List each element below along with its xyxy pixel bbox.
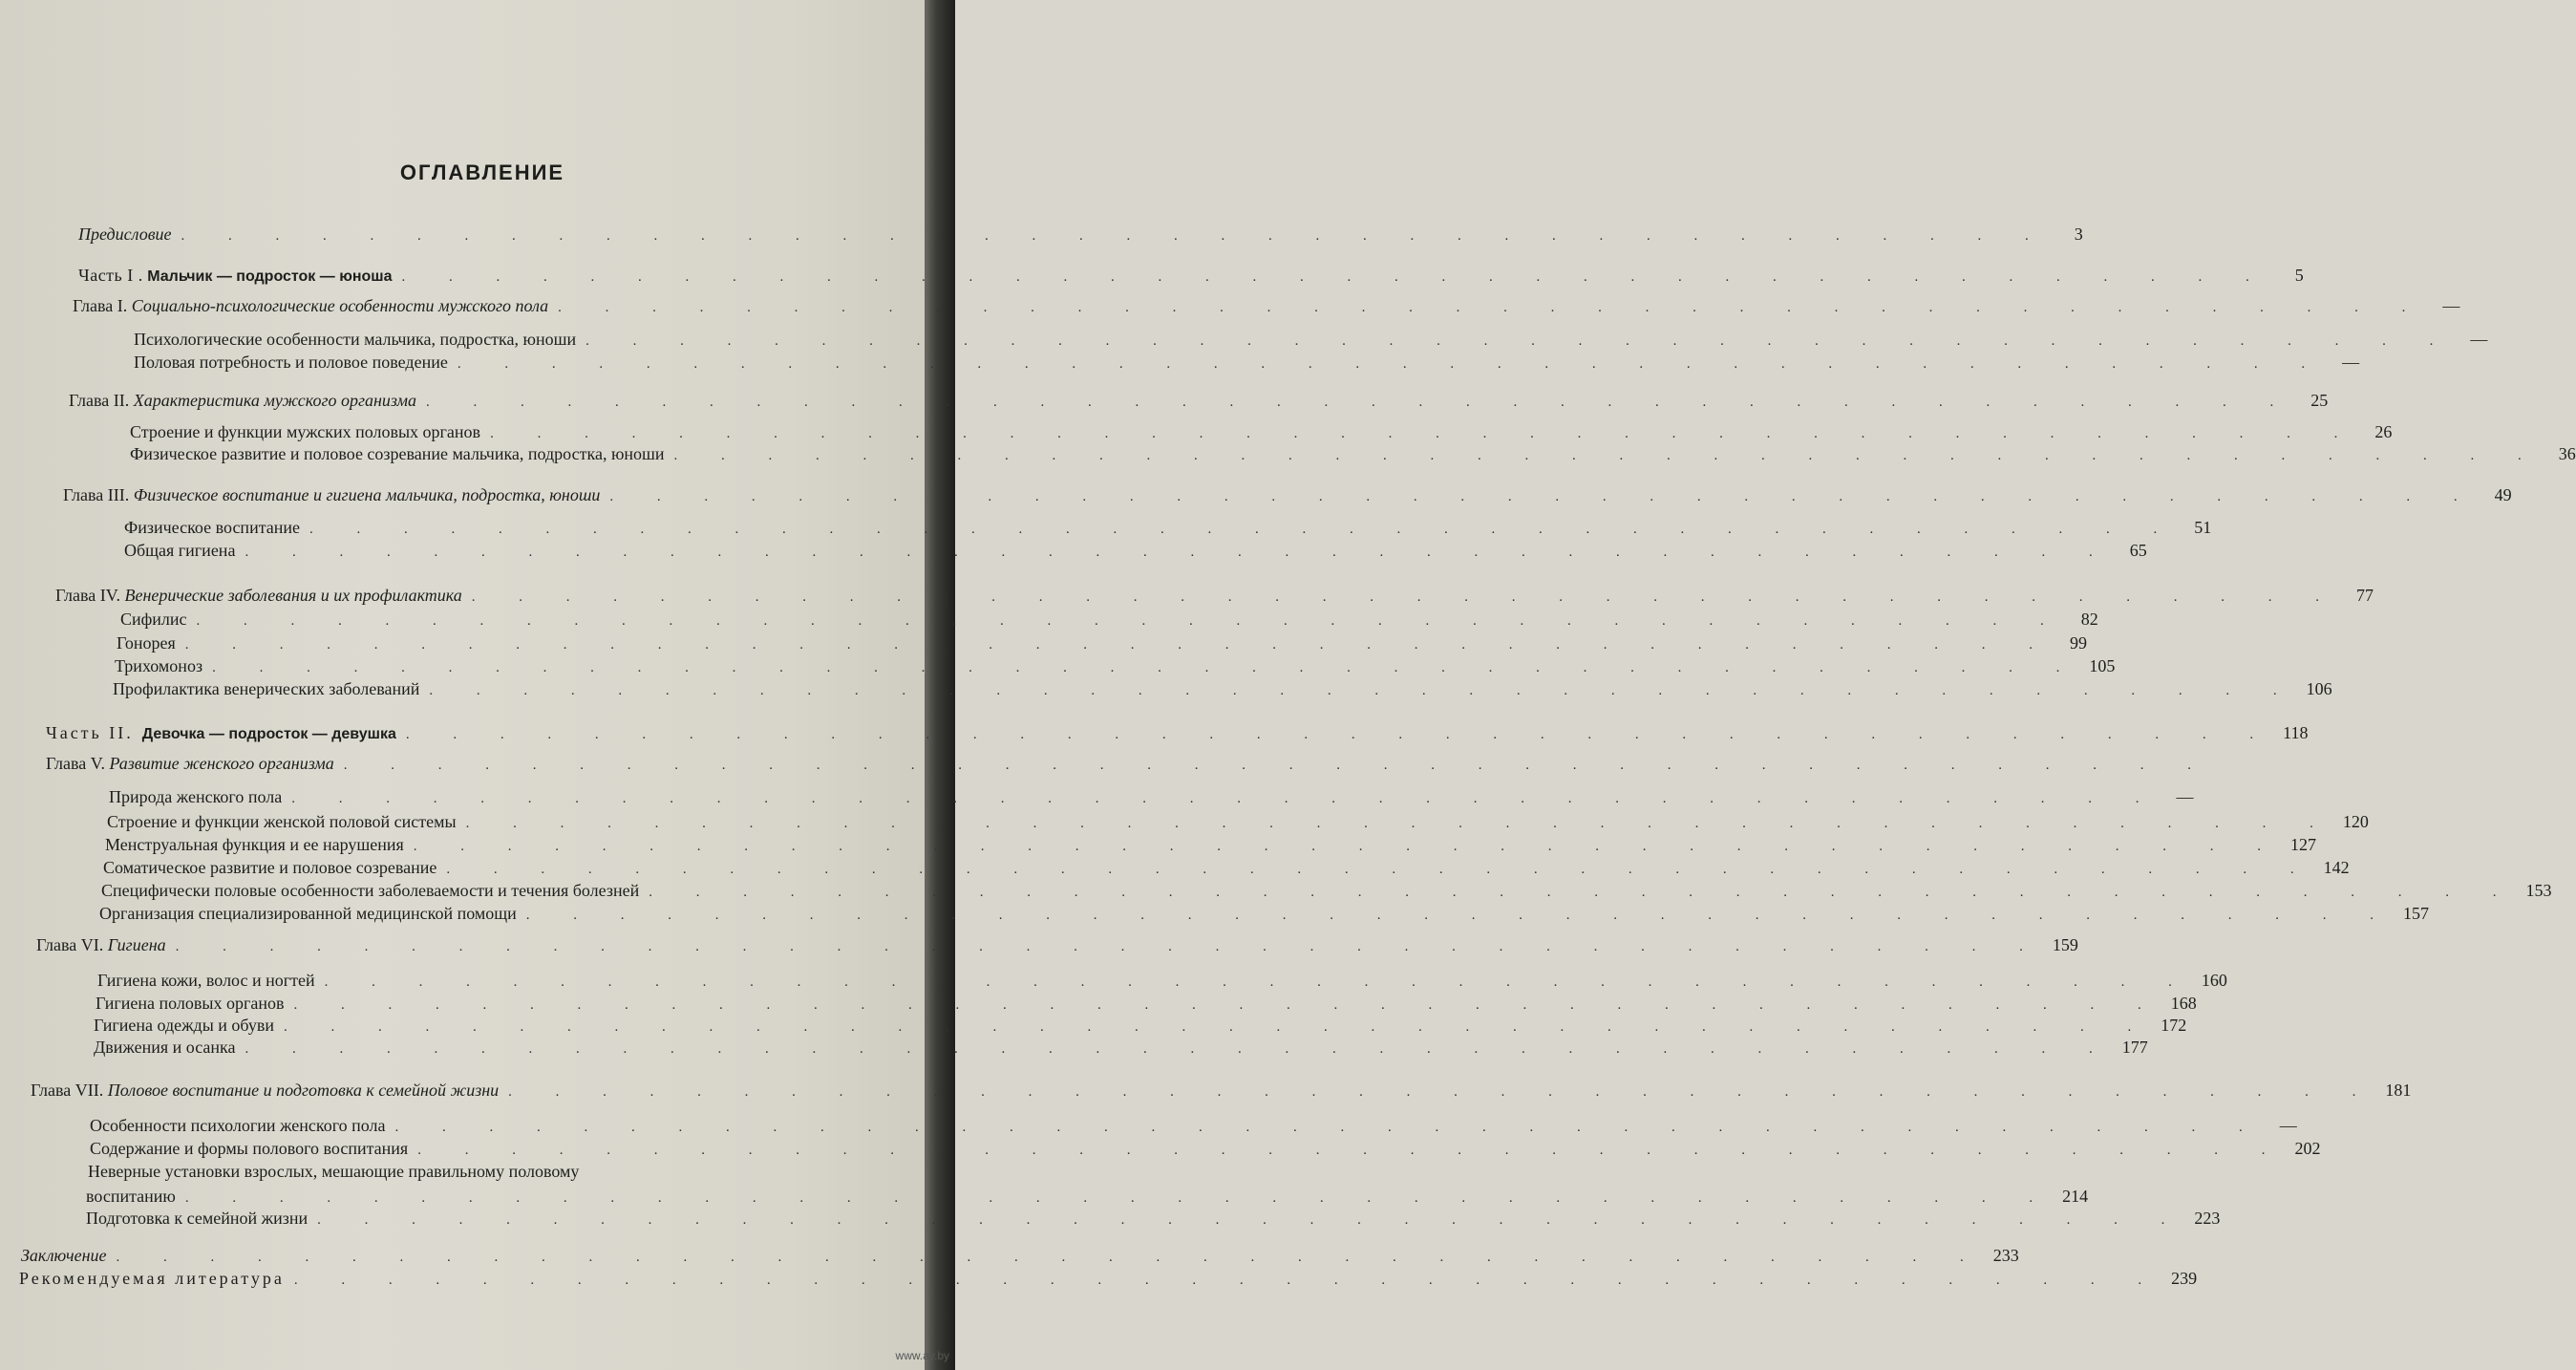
toc-entry-section: Психологические особенности мальчика, подростка, юноши . . . . . . . . . . . . . . . . . . . . . . . . . . . . . . . . . . . . . . . . — xyxy=(134,330,2488,349)
toc-entry-chapter-2: Глава II. Характеристика мужского организма . . . . . . . . . . . . . . . . . . . . . . . . . . . . . . . . . . . . . . . . 25 xyxy=(69,391,2329,410)
toc-entry-section: Природа женского пола . . . . . . . . . . . . . . . . . . . . . . . . . . . . . . . . . . . . . . . . — xyxy=(109,787,2194,806)
toc-entry-section: Организация специализированной медицинской помощи . . . . . . . . . . . . . . . . . . . . . . . . . . . . . . . . . . . . . . . . 157 xyxy=(99,904,2430,923)
toc-entry-section: Движения и осанка . . . . . . . . . . . . . . . . . . . . . . . . . . . . . . . . . . . . . . . . 177 xyxy=(94,1038,2148,1057)
toc-entry-section: Физическое воспитание . . . . . . . . . . . . . . . . . . . . . . . . . . . . . . . . . . . . . . . . 51 xyxy=(124,518,2212,537)
toc-entry-chapter-7: Глава VII. Половое воспитание и подготовка к семейной жизни . . . . . . . . . . . . . . . . . . . . . . . . . . . . . . . . . . . . . . . . 181 xyxy=(31,1081,2412,1100)
toc-entry-part-2: Часть II. Девочка — подросток — девушка . . . . . . . . . . . . . . . . . . . . . . . . . . . . . . . . . . . . . . . . 118 xyxy=(46,723,2309,742)
toc-entry-section: Общая гигиена . . . . . . . . . . . . . . . . . . . . . . . . . . . . . . . . . . . . . . . . 65 xyxy=(124,541,2147,560)
toc-entry-chapter-6: Глава VI. Гигиена . . . . . . . . . . . . . . . . . . . . . . . . . . . . . . . . . . . . . . . . 159 xyxy=(36,935,2078,954)
toc-entry-section: Трихомоноз . . . . . . . . . . . . . . . . . . . . . . . . . . . . . . . . . . . . . . . . 105 xyxy=(115,656,2116,675)
toc-entry-section: Содержание и формы полового воспитания . . . . . . . . . . . . . . . . . . . . . . . . . . . . . . . . . . . . . . . . 202 xyxy=(90,1139,2321,1158)
toc-entry-section: Особенности психологии женского пола . . . . . . . . . . . . . . . . . . . . . . . . . . . . . . . . . . . . . . . . — xyxy=(90,1116,2297,1135)
toc-entry-part-1: Часть I . Мальчик — подросток — юноша . . . . . . . . . . . . . . . . . . . . . . . . . . . . . . . . . . . . . . . . 5 xyxy=(78,266,2304,285)
toc-entry-section: Строение и функции мужских половых органов . . . . . . . . . . . . . . . . . . . . . . . . . . . . . . . . . . . . . . . . 26 xyxy=(130,422,2393,441)
toc-entry-section-line2: воспитанию . . . . . . . . . . . . . . . . . . . . . . . . . . . . . . . . . . . . . . . . 214 xyxy=(86,1187,2089,1206)
toc-entry-section: Физическое развитие и половое созревание мальчика, подростка, юноши . . . . . . . . . . . . . . . . . . . . . . . . . . . . . . . . . . . . . . . . 36 xyxy=(130,444,2576,463)
page-title: ОГЛАВЛЕНИЕ xyxy=(399,161,565,184)
toc-entry-section-line1: Неверные установки взрослых, мешающие правильному половому xyxy=(88,1162,580,1181)
toc-entry-section: Профилактика венерических заболеваний . . . . . . . . . . . . . . . . . . . . . . . . . . . . . . . . . . . . . . . . 106 xyxy=(113,679,2332,698)
toc-entry-literature: Рекомендуемая литература . . . . . . . . . . . . . . . . . . . . . . . . . . . . . . . . . . . . . . . . 239 xyxy=(19,1269,2198,1288)
toc-entry-preface: Предисловие . . . . . . . . . . . . . . . . . . . . . . . . . . . . . . . . . . . . . . . . 3 xyxy=(78,225,2083,244)
toc-entry-chapter-1: Глава I. Социально-психологические особенности мужского пола . . . . . . . . . . . . . . . . . . . . . . . . . . . . . . . . . . . . . . . . — xyxy=(73,296,2460,315)
watermark: www.ay.by xyxy=(895,1349,949,1362)
toc-entry-conclusion: Заключение . . . . . . . . . . . . . . . . . . . . . . . . . . . . . . . . . . . . . . . . 233 xyxy=(21,1246,2019,1265)
toc-entry-section: Гигиена половых органов . . . . . . . . . . . . . . . . . . . . . . . . . . . . . . . . . . . . . . . . 168 xyxy=(96,994,2197,1013)
toc-entry-section: Сифилис . . . . . . . . . . . . . . . . . . . . . . . . . . . . . . . . . . . . . . . . 82 xyxy=(120,610,2098,629)
toc-entry-chapter-4: Глава IV. Венерические заболевания и их профилактика . . . . . . . . . . . . . . . . . . . . . . . . . . . . . . . . . . . . . . . . 77 xyxy=(55,586,2374,605)
toc-entry-section: Гигиена одежды и обуви . . . . . . . . . . . . . . . . . . . . . . . . . . . . . . . . . . . . . . . . 172 xyxy=(94,1016,2187,1035)
toc-entry-section: Менструальная функция и ее нарушения . . . . . . . . . . . . . . . . . . . . . . . . . . . . . . . . . . . . . . . . 127 xyxy=(105,835,2317,854)
toc-entry-section: Специфически половые особенности заболеваемости и течения болезней . . . . . . . . . . . . . . . . . . . . . . . . . . . . . . . . . . . . . . . . 153 xyxy=(101,881,2552,900)
toc-entry-section: Строение и функции женской половой системы . . . . . . . . . . . . . . . . . . . . . . . . . . . . . . . . . . . . . . . . 120 xyxy=(107,812,2369,831)
toc-entry-section: Соматическое развитие и половое созревание . . . . . . . . . . . . . . . . . . . . . . . . . . . . . . . . . . . . . . . . 142 xyxy=(103,858,2350,877)
toc-entry-section: Гонорея . . . . . . . . . . . . . . . . . . . . . . . . . . . . . . . . . . . . . . . . 99 xyxy=(117,633,2087,653)
toc-entry-chapter-5: Глава V. Развитие женского организма . . . . . . . . . . . . . . . . . . . . . . . . . . . . . . . . . . . . . . . . xyxy=(46,754,2212,773)
toc-entry-chapter-3: Глава III. Физическое воспитание и гигиена мальчика, подростка, юноши . . . . . . . . . . . . . . . . . . . . . . . . . . . . . . . . . . . . . . . . 49 xyxy=(63,485,2512,504)
toc-entry-section: Половая потребность и половое поведение . . . . . . . . . . . . . . . . . . . . . . . . . . . . . . . . . . . . . . . . — xyxy=(134,353,2360,372)
toc-entry-section: Подготовка к семейной жизни . . . . . . . . . . . . . . . . . . . . . . . . . . . . . . . . . . . . . . . . 223 xyxy=(86,1209,2221,1228)
toc-entry-section: Гигиена кожи, волос и ногтей . . . . . . . . . . . . . . . . . . . . . . . . . . . . . . . . . . . . . . . . 160 xyxy=(97,971,2227,990)
